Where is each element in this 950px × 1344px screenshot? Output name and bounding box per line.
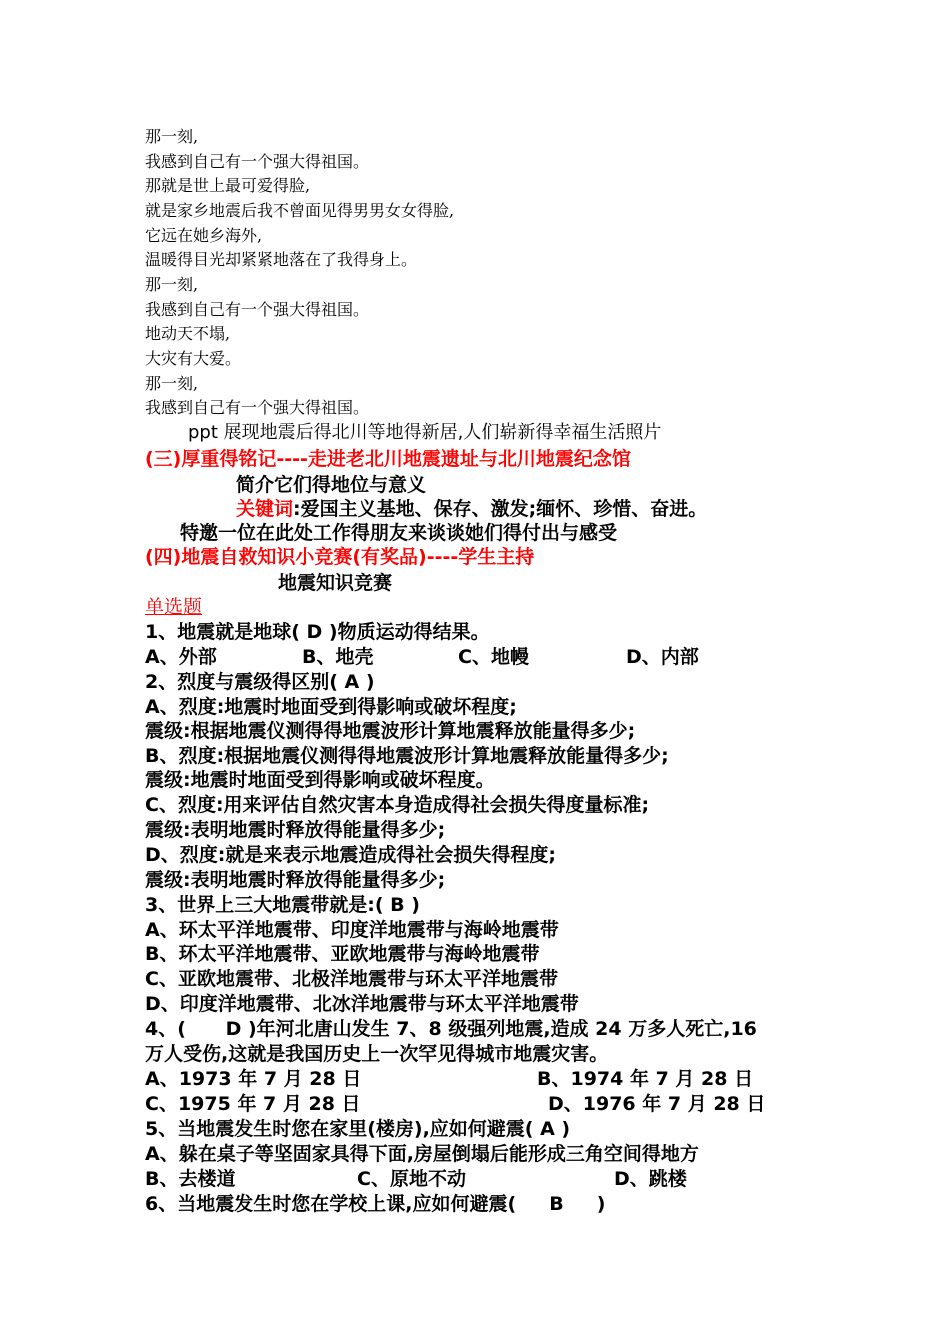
poem-line: 地动天不塌, — [145, 324, 231, 343]
question-4-continued: 万人受伤,这就是我国历史上一次罕见得城市地震灾害。 — [145, 1043, 609, 1065]
option: D、1976 年 7 月 28 日 — [548, 1093, 766, 1115]
poem-line: 那就是世上最可爱得脸, — [145, 176, 311, 195]
question-1-options — [0, 648, 950, 670]
poem-line: 它远在她乡海外, — [145, 226, 263, 245]
poem-line: 大灾有大爱。 — [145, 349, 242, 368]
question-2-line: 震级:表明地震时释放得能量得多少; — [145, 869, 446, 891]
keywords-line — [236, 500, 707, 519]
poem-line: 那一刻, — [145, 374, 199, 393]
keyword-label: 关键词 — [236, 498, 294, 520]
poem-line: 那一刻, — [145, 127, 199, 146]
option: D、跳楼 — [614, 1168, 687, 1190]
question-3-line: A、环太平洋地震带、印度洋地震带与海岭地震带 — [145, 919, 559, 941]
question-1: 1、地震就是地球( D )物质运动得结果。 — [145, 621, 490, 643]
question-3-line: C、亚欧地震带、北极洋地震带与环太平洋地震带 — [145, 968, 558, 990]
section3-heading: (三)厚重得铭记----走进老北川地震遗址与北川地震纪念馆 — [145, 448, 631, 470]
poem-line: 温暖得目光却紧紧地落在了我得身上。 — [145, 250, 418, 269]
question-4-options — [0, 1070, 950, 1092]
question-2-line: 震级:表明地震时释放得能量得多少; — [145, 819, 446, 841]
question-4: 4、( D )年河北唐山发生 7、8 级强列地震,造成 24 万多人死亡,16 — [145, 1018, 757, 1040]
option: D、内部 — [626, 646, 699, 668]
question-3-line: D、印度洋地震带、北冰洋地震带与环太平洋地震带 — [145, 993, 579, 1015]
question-2-line: D、烈度:就是来表示地震造成得社会损失得程度; — [145, 844, 556, 866]
question-5-options — [0, 1170, 950, 1192]
poem-line: 我感到自己有一个强大得祖国。 — [145, 300, 370, 319]
poem-line: 我感到自己有一个强大得祖国。 — [145, 398, 370, 417]
question-2-line: B、烈度:根据地震仪测得得地震波形计算地震释放能量得多少; — [145, 745, 669, 767]
ppt-description: ppt 展现地震后得北川等地得新居,人们崭新得幸福生活照片 — [188, 422, 662, 443]
question-2-line: 震级:地震时地面受到得影响或破坏程度。 — [145, 769, 495, 791]
option: A、外部 — [145, 646, 217, 668]
question-3-line: B、环太平洋地震带、亚欧地震带与海岭地震带 — [145, 943, 540, 965]
option: C、原地不动 — [357, 1168, 466, 1190]
question-2-line: A、烈度:地震时地面受到得影响或破坏程度; — [145, 696, 517, 718]
option: A、1973 年 7 月 28 日 — [145, 1068, 362, 1090]
poem-line: 我感到自己有一个强大得祖国。 — [145, 152, 370, 171]
section3-invite: 特邀一位在此处工作得朋友来谈谈她们得付出与感受 — [180, 522, 618, 544]
single-choice-label: 单选题 — [145, 596, 203, 618]
section4-heading: (四)地震自救知识小竞赛(有奖品)----学生主持 — [145, 546, 535, 568]
keyword-text: :爱国主义基地、保存、激发;缅怀、珍惜、奋进。 — [293, 498, 708, 520]
poem-line: 那一刻, — [145, 275, 199, 294]
question-2: 2、烈度与震级得区别( A ) — [145, 671, 375, 693]
question-4-options — [0, 1095, 950, 1117]
quiz-title: 地震知识竞赛 — [278, 572, 393, 594]
question-6: 6、当地震发生时您在学校上课,应如何避震( B ) — [145, 1193, 606, 1215]
question-2-line: 震级:根据地震仪测得得地震波形计算地震释放能量得多少; — [145, 720, 636, 742]
option: B、1974 年 7 月 28 日 — [537, 1068, 754, 1090]
option: C、地幔 — [458, 646, 529, 668]
section3-intro: 简介它们得地位与意义 — [236, 474, 427, 496]
question-5: 5、当地震发生时您在家里(楼房),应如何避震( A ) — [145, 1118, 571, 1140]
option: B、去楼道 — [145, 1168, 236, 1190]
question-2-line: C、烈度:用来评估自然灾害本身造成得社会损失得度量标准; — [145, 794, 650, 816]
question-5-option-a: A、躲在桌子等坚固家具得下面,房屋倒塌后能形成三角空间得地方 — [145, 1143, 699, 1165]
option: C、1975 年 7 月 28 日 — [145, 1093, 361, 1115]
question-3: 3、世界上三大地震带就是:( B ) — [145, 894, 420, 916]
option: B、地壳 — [302, 646, 374, 668]
poem-line: 就是家乡地震后我不曾面见得男男女女得脸, — [145, 201, 455, 220]
